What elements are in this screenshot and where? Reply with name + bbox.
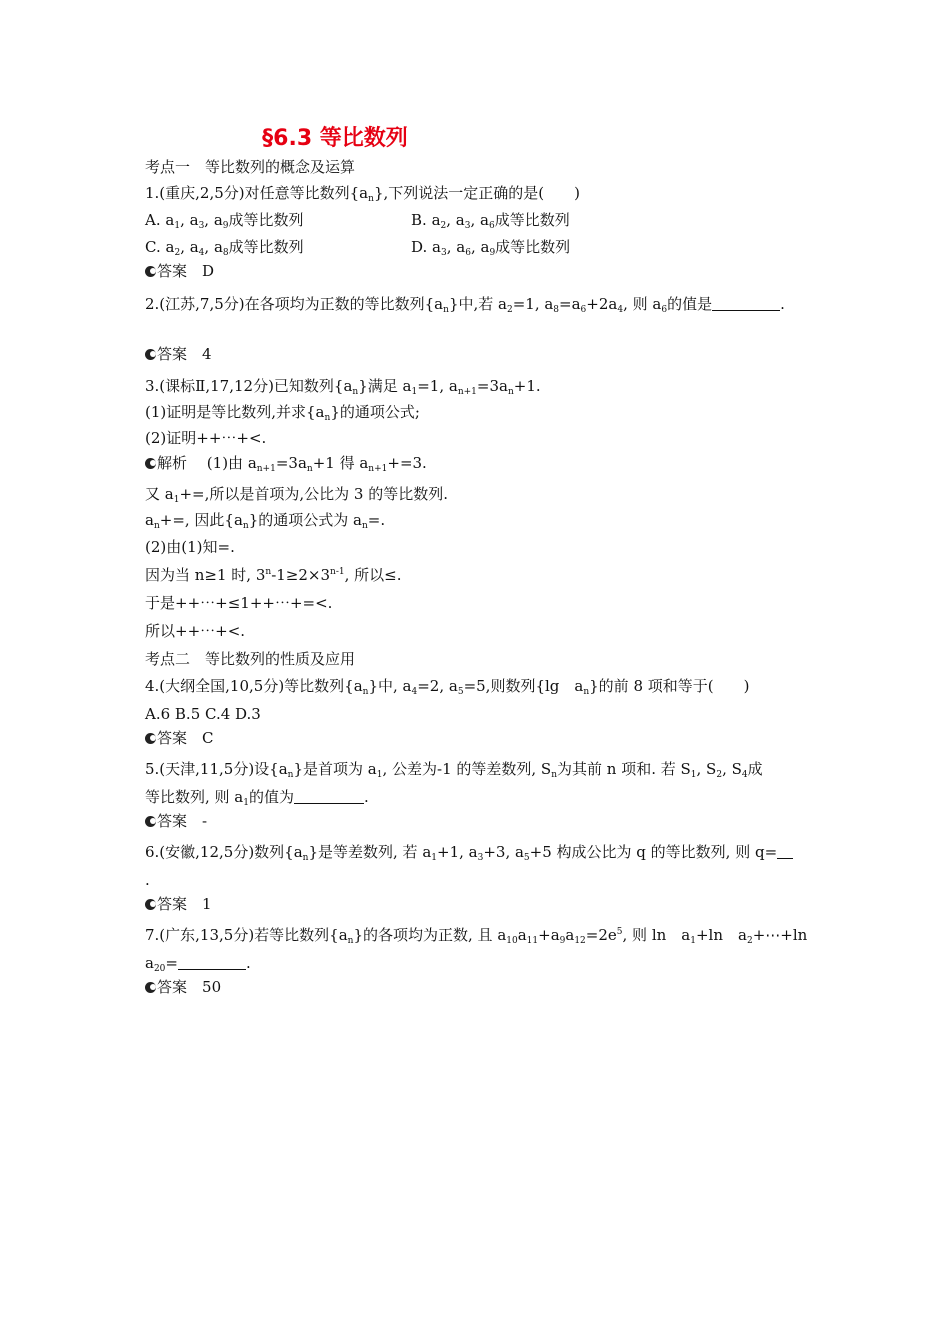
q2-answer: 答案 4 (145, 344, 212, 364)
q1-answer: 答案 D (145, 261, 214, 281)
q1-option-b: B. $a_2$, $a_3$, $a_6$成等比数列 (411, 211, 570, 231)
answer-blank (712, 296, 780, 311)
question-5: 5.(天津,11,5分)设$\{a_n\}$是首项为 $a_1$, 公差为-1 的等差数列, $S_n$为其前 n 项和. 若 $S_1$, $S_2$, $S_4$成 (145, 760, 763, 780)
question-5-line-2: 等比数列, 则 $a_1$的值为 . (145, 788, 369, 808)
answer-blank (777, 844, 793, 859)
q3-analysis-line-5: 因为当 n≥1 时, $3^n-1\ge 2\times 3^{n-1}$, 所以≤. (145, 566, 402, 584)
q6-answer: 答案 1 (145, 894, 212, 914)
question-3: 3.(课标Ⅱ,17,12分)已知数列$\{a_n\}$满足 $a_1=1$, $a_{n+1}=3a_n+1$. (145, 377, 541, 397)
section-heading-1: 考点一 等比数列的概念及运算 (145, 158, 356, 176)
q3-analysis-line-7: 所以++⋯+<. (145, 622, 246, 640)
answer-marker-icon (145, 349, 156, 360)
answer-marker-icon (145, 266, 156, 277)
question-6: 6.(安徽,12,5分)数列$\{a_n\}$是等差数列, 若 $a_1+1$, $a_3+3$, $a_5+5$ 构成公比为 q 的等比数列, 则 q= (145, 842, 793, 862)
q3-analysis-line-4: (2)由(1)知=. (145, 538, 235, 556)
answer-marker-icon (145, 733, 156, 744)
q4-options: A.6 B.5 C.4 D.3 (145, 705, 261, 723)
answer-marker-icon (145, 899, 156, 910)
answer-blank (178, 955, 246, 970)
section-heading-2: 考点二 等比数列的性质及应用 (145, 650, 356, 668)
analysis-marker-icon (145, 458, 156, 469)
question-7: 7.(广东,13,5分)若等比数列$\{a_n\}$的各项均为正数, 且 $a_{10}a_{11}+a_9a_{12}=2e^5$, 则 ln $a_1+\ln$ $a_2+\cdots+\ln$ (145, 926, 808, 946)
q3-part-2: (2)证明++⋯+<. (145, 429, 267, 447)
q3-analysis-line-3: $a_n+=$, 因此$\{a_n\}$的通项公式为 $a_n=$. (145, 511, 386, 531)
q3-analysis-line-2: 又 $a_1+=$,所以是首项为,公比为 3 的等比数列. (145, 485, 448, 505)
question-7-line-2: $a_{20}=$ . (145, 954, 251, 974)
q3-analysis: 解析 (1)由 $a_{n+1}=3a_n+1$ 得 $a_{n+1}+=3$. (145, 453, 427, 473)
question-2: 2.(江苏,7,5分)在各项均为正数的等比数列$\{a_n\}$中,若 $a_2=1$, $a_8=a_6+2a_4$, 则 $a_6$的值是 . (145, 295, 785, 315)
page-title: §6.3 等比数列 (262, 126, 408, 151)
q3-analysis-line-6: 于是++⋯+≤1++⋯+=<. (145, 594, 333, 612)
q3-part-1: (1)证明是等比数列,并求$\{a_n\}$的通项公式; (145, 403, 420, 423)
q1-option-c: C. $a_2$, $a_4$, $a_8$成等比数列 (145, 238, 304, 258)
q7-answer: 答案 50 (145, 977, 221, 997)
answer-marker-icon (145, 982, 156, 993)
q1-option-d: D. $a_3$, $a_6$, $a_9$成等比数列 (411, 238, 571, 258)
question-4: 4.(大纲全国,10,5分)等比数列$\{a_n\}$中, $a_4=2$, $a_5=5$,则数列{lg $a_n$}的前 8 项和等于( ) (145, 677, 750, 697)
answer-blank (294, 789, 364, 804)
q5-answer: 答案 - (145, 811, 207, 831)
q1-option-a: A. $a_1$, $a_3$, $a_9$成等比数列 (145, 211, 304, 231)
answer-marker-icon (145, 816, 156, 827)
question-1: 1.(重庆,2,5分)对任意等比数列$\{a_n\}$,下列说法一定正确的是( ) (145, 184, 580, 204)
question-6-line-2: . (145, 871, 150, 889)
q4-answer: 答案 C (145, 728, 214, 748)
